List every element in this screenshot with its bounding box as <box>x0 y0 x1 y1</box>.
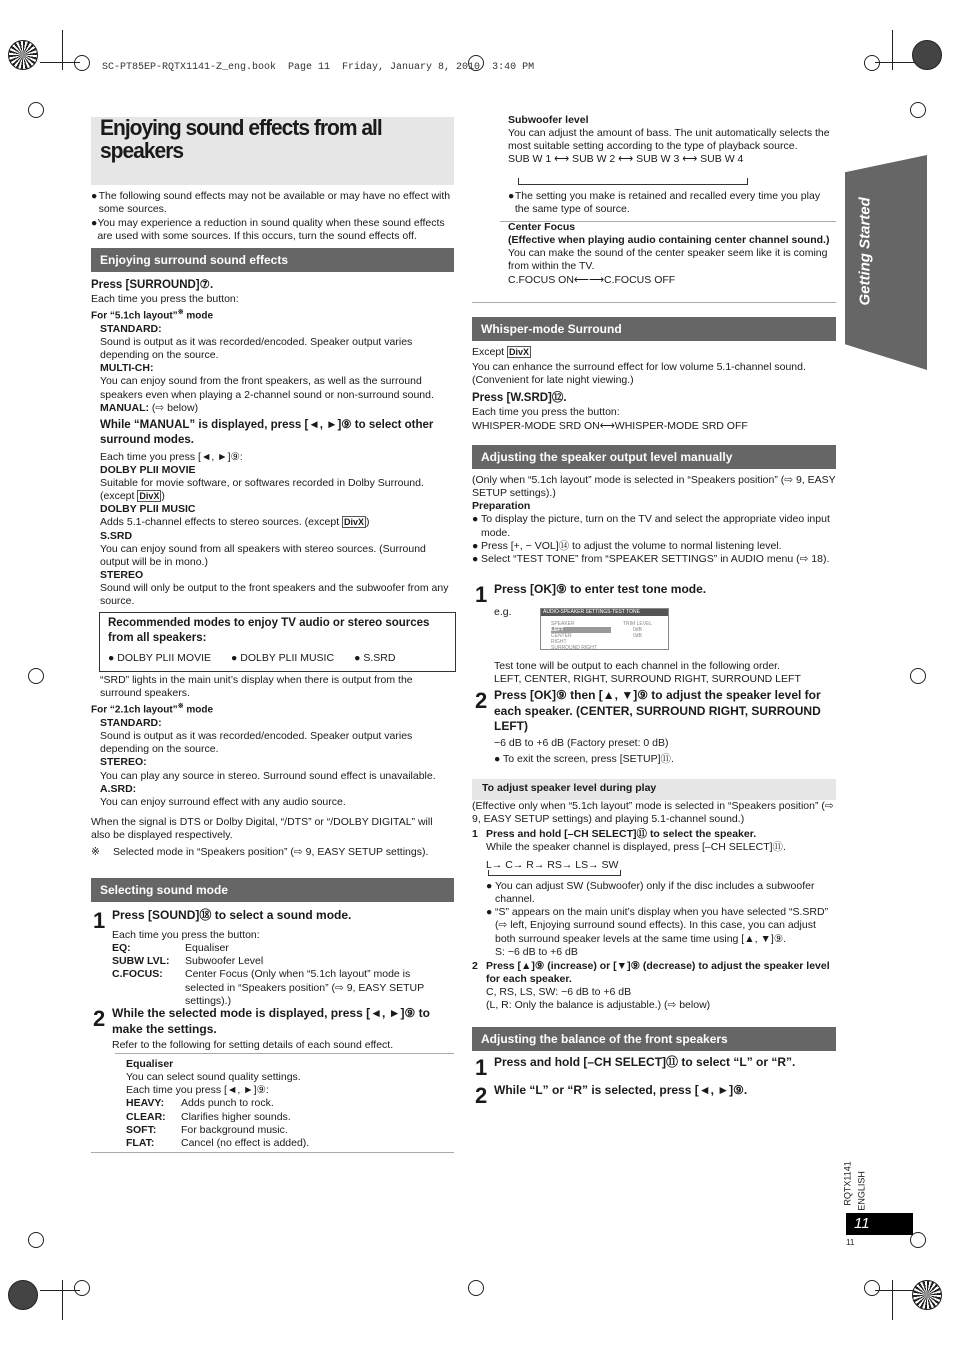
adjust-step-2: Press [OK]⑨ then [▲, ▼]⑨ to adjust the speaker level for each speaker. (CENTER, SURROUND RIGHT, SURROUND LEFT) <box>494 688 821 733</box>
during-play-block: (Effective only when “5.1ch layout” mode is selected in “Speakers position” (⇨ 9, EASY SETUP settings) and playing 5.1-channel sound.) 1 Press and hold [–CH SELECT]⑪ to select the speaker. While the speaker channel is displayed, press [–CH SELECT]⑪. L→ C→ R→ RS→ LS→ SW <box>472 800 834 871</box>
crosshair-mark <box>910 668 926 684</box>
intro-list: ● The following sound effects may not be available or may have no effect with some sources. ● You may experience a reduction in sound quality when these sound effects are used with some sources. If this occurs, turn the sound effects off. <box>91 190 451 243</box>
crosshair-mark <box>28 1232 44 1248</box>
registration-mark <box>912 40 942 70</box>
test-tone-screen: AUDIO-SPEAKER SETTINGS-TEST TONE SPEAKER LEFT CENTER RIGHT SURROUND RIGHT TRIM LEVEL 0dB 0dB <box>540 608 669 650</box>
surround-section-2: “SRD” lights in the main unit’s display when there is output from the surround speakers. For “2.1ch layout”※ mode STANDARD: Sound is output as it was recorded/encoded. Speaker output varies depending on the source. STEREO: You can play any source in stereo. Surround sound effect is unavailable. A.SRD: You can enjoy surround effect with any audio source. When the signal is DTS or Dolby Digital, “/DTS” or “/DOLBY DIGITAL” will also be displayed respectively. ※ Selected mode in “Speakers position” (⇨ 9, EASY SETUP settings). <box>91 674 436 859</box>
step-1-select: Press [SOUND]⑱ to select a sound mode. <box>112 908 352 922</box>
crosshair-mark <box>864 55 880 71</box>
registration-mark <box>912 1280 942 1310</box>
crosshair-mark <box>74 55 90 71</box>
channel-loop-arrow <box>488 870 621 876</box>
subwoofer-loop-arrow <box>518 178 748 185</box>
surround-section: Press [SURROUND]⑦. Each time you press the button: For “5.1ch layout”※ mode STANDARD: Sound is output as it was recorded/encoded. Speaker output varies depending on the source. MULTI-CH: You can enjoy sound from the front speakers, as well as the surround speakers even when playing a 2-channel sound or non-surround sound. MANUAL: (⇨ below) While “MANUAL” is displayed, press [◄, ►]⑨ to select other surround modes. Each time you press [◄, ►]⑨: DOLBY PLII MOVIE Suitable for movie software, or softwares recorded in Dolby Surround. (except DivX ) DOLBY PLII MUSIC Adds 5.1-channel effects to stereo sources. (except DivX ) S.SRD You can enjoy sound from all speakers with stereo sources. (Surround output will be in mono.) STEREO Sound will only be output to the front speakers and the subwoofer from any source. <box>91 279 449 608</box>
side-tab-label: Getting Started <box>856 197 874 306</box>
balance-step-1: Press and hold [–CH SELECT]⑪ to select “L” or “R”. <box>494 1055 796 1069</box>
section-header-selecting: Selecting sound mode <box>91 878 454 902</box>
section-header-adjust: Adjusting the speaker output level manually <box>472 445 836 469</box>
adjust-step-1: Press [OK]⑨ to enter test tone mode. <box>494 582 707 596</box>
registration-mark <box>8 40 38 70</box>
adjust-block: (Only when “5.1ch layout” mode is selected in “Speakers position” (⇨ 9, EASY SETUP settings).) Preparation ● To display the picture, turn on the TV and select the appropriate video input mode. ● Press [+, − VOL]⑭ to adjust the volume to normal listening level. ● Select “TEST TONE” from “SPEAKER SETTINGS” in AUDIO menu (⇨ 18). <box>472 474 836 565</box>
step-number-2: 2 <box>93 1006 106 1031</box>
page-title: Enjoying sound effects from all speakers <box>100 115 382 164</box>
page-number: 11 <box>854 1215 870 1232</box>
print-header: SC-PT85EP-RQTX1141-Z_eng.book Page 11 Friday, January 8, 2010 3:40 PM <box>102 62 535 73</box>
section-header-balance: Adjusting the balance of the front speakers <box>472 1027 836 1051</box>
registration-mark <box>8 1280 38 1310</box>
crosshair-mark <box>74 1280 90 1296</box>
crosshair-mark <box>910 102 926 118</box>
center-focus-block: Center Focus (Effective when playing audio containing center channel sound.) You can make the sound of the center speaker seem like it is coming from within the TV. C.FOCUS ON⟵⟶C.FOCUS OFF <box>508 221 830 286</box>
balance-step-2: While “L” or “R” is selected, press [◄, ►]⑨. <box>494 1083 748 1097</box>
selecting-list: Each time you press the button: EQ: Equaliser SUBW LVL: Subwoofer Level C.FOCUS: Center Focus (Only when “5.1ch layout” mode is selected in “Speakers position” (⇨ 9, EASY SETUP settings).) <box>112 929 424 1007</box>
equaliser-block: Equaliser You can select sound quality settings. Each time you press [◄, ►]⑨: HEAVY: Adds punch to rock. CLEAR: Clarifies higher sounds. SOFT: For background music. FLAT: Cancel (no effect is added). <box>126 1058 310 1149</box>
crosshair-mark <box>28 102 44 118</box>
crosshair-mark <box>864 1280 880 1296</box>
divx-badge: DivX <box>139 491 160 502</box>
section-header-whisper: Whisper-mode Surround <box>472 317 836 341</box>
whisper-block: Except DivX You can enhance the surround effect for low volume 5.1-channel sound. (Convenient for late night viewing.) Press [W.SRD]⑫. Each time you press the button: WHISPER-MODE SRD ON⟷WHISPER-MODE SRD OFF <box>472 346 806 432</box>
subheader-during-play: To adjust speaker level during play <box>472 779 836 800</box>
page-number-box <box>846 1213 913 1235</box>
recommended-box: Recommended modes to enjoy TV audio or stereo sources from all speakers: ● DOLBY PLII MOVIE ● DOLBY PLII MUSIC ● S.SRD <box>99 612 456 672</box>
crosshair-mark <box>468 1280 484 1296</box>
crosshair-mark <box>28 668 44 684</box>
subwoofer-block: Subwoofer level You can adjust the amount of bass. The unit automatically selects the most suitable setting according to the type of playback source. SUB W 1 ⟷ SUB W 2 ⟷ SUB W 3 ⟷ SUB W 4 <box>508 114 830 166</box>
step-2-settings: While the selected mode is displayed, press [◄, ►]⑨ to make the settings. <box>112 1006 430 1036</box>
step-number-1: 1 <box>93 908 106 933</box>
section-header-surround: Enjoying surround sound effects <box>91 248 454 272</box>
